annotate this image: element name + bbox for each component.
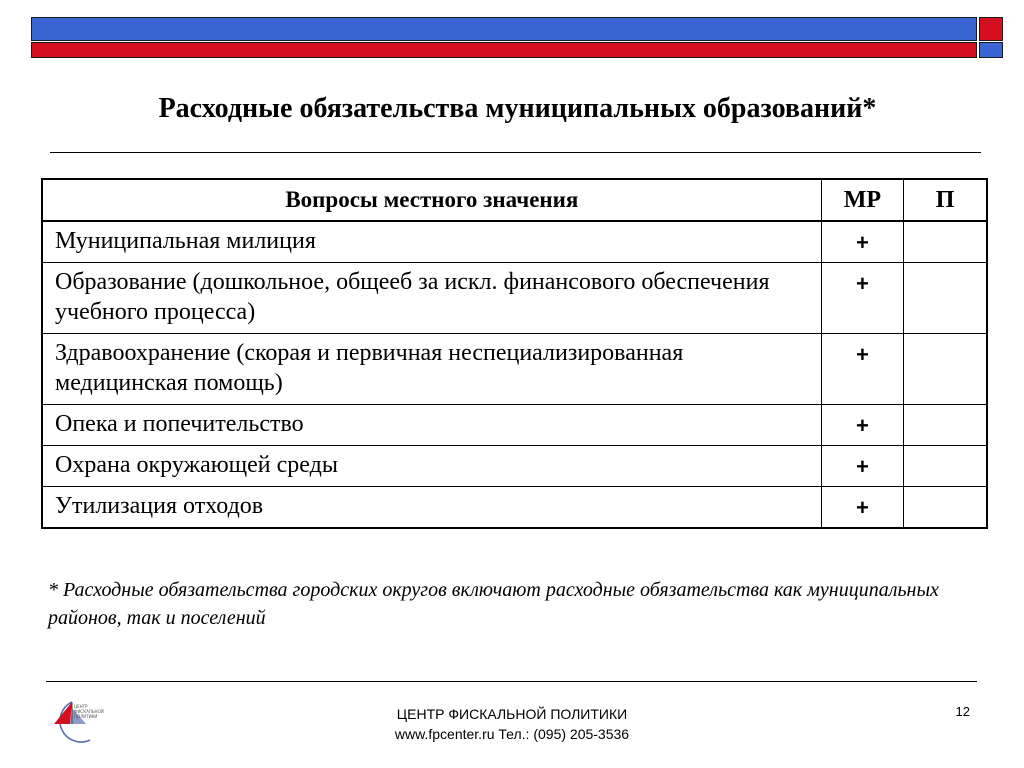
header-square-blue bbox=[979, 42, 1003, 58]
header-bar-blue bbox=[31, 17, 977, 41]
obligations-table bbox=[41, 178, 988, 529]
row-mr-mark: + bbox=[821, 334, 903, 405]
header-bar-red bbox=[31, 42, 977, 58]
page-number: 12 bbox=[955, 704, 970, 719]
row-mr-mark: + bbox=[821, 446, 903, 487]
footnote: * Расходные обязательства городских округов включают расходные обязательства как муниципальных районов, так и поселений bbox=[48, 579, 939, 629]
row-mr-mark: + bbox=[821, 221, 903, 263]
row-issue: Муниципальная милиция bbox=[42, 221, 821, 263]
row-issue: Опека и попечительство bbox=[42, 405, 821, 446]
table-row bbox=[42, 446, 987, 487]
row-issue: Здравоохранение (скорая и первичная неспециализированная медицинская помощь) bbox=[42, 334, 821, 405]
table-row bbox=[42, 334, 987, 405]
row-issue: Охрана окружающей среды bbox=[42, 446, 821, 487]
footer-organization bbox=[300, 704, 724, 744]
table-row bbox=[42, 405, 987, 446]
fpcenter-logo-icon bbox=[50, 694, 110, 744]
header-mr: МР bbox=[821, 179, 903, 221]
table-row bbox=[42, 487, 987, 529]
slide-title: Расходные обязательства муниципальных образований* bbox=[158, 93, 877, 124]
footer-contact: www.fpcenter.ru Тел.: (095) 205-3536 bbox=[394, 726, 630, 742]
row-p-mark bbox=[904, 263, 987, 334]
table-header-row bbox=[42, 179, 987, 221]
table-row bbox=[42, 221, 987, 263]
row-p-mark bbox=[904, 334, 987, 405]
row-mr-mark: + bbox=[821, 487, 903, 529]
row-issue: Утилизация отходов bbox=[42, 487, 821, 529]
row-issue: Образование (дошкольное, общееб за искл. финансового обеспечения учебного процесса) bbox=[42, 263, 821, 334]
row-p-mark bbox=[904, 446, 987, 487]
row-mr-mark: + bbox=[821, 405, 903, 446]
header-square-red bbox=[979, 17, 1003, 41]
row-p-mark bbox=[904, 221, 987, 263]
footer-divider bbox=[46, 681, 977, 682]
svg-text:ЦЕНТР: ЦЕНТР bbox=[74, 704, 88, 709]
title-divider bbox=[50, 152, 981, 153]
svg-text:ФИСКАЛЬНОЙ: ФИСКАЛЬНОЙ bbox=[74, 709, 104, 714]
svg-text:ПОЛИТИКИ: ПОЛИТИКИ bbox=[74, 714, 98, 719]
table-row bbox=[42, 263, 987, 334]
row-p-mark bbox=[904, 405, 987, 446]
row-mr-mark: + bbox=[821, 263, 903, 334]
header-issue: Вопросы местного значения bbox=[42, 179, 821, 221]
footer-org-name: ЦЕНТР ФИСКАЛЬНОЙ ПОЛИТИКИ bbox=[396, 706, 628, 722]
header-p: П bbox=[904, 179, 987, 221]
row-p-mark bbox=[904, 487, 987, 529]
